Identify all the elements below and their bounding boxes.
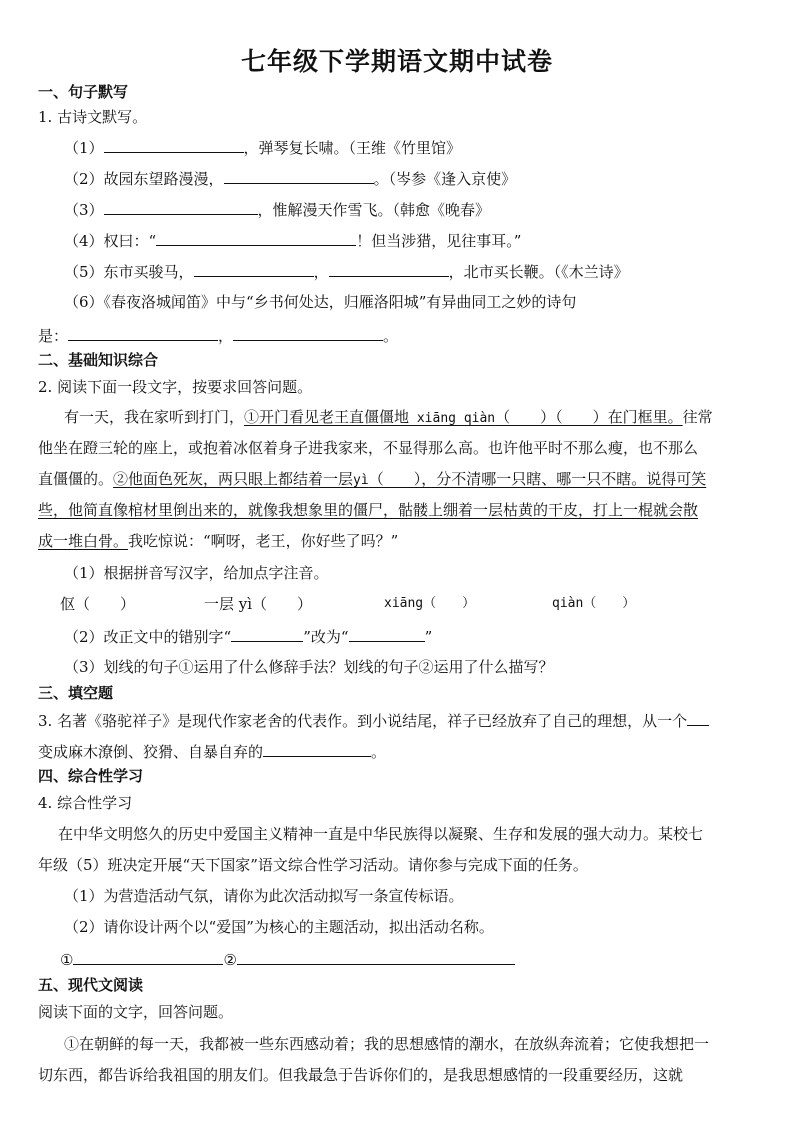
q1-item-1: （1） ，弹琴复长啸。（王维《竹里馆》	[64, 139, 462, 157]
section-heading-5: 五、现代文阅读	[38, 976, 144, 994]
fill-item-2[interactable]: 一层 yì（ ）	[204, 595, 313, 613]
answer-blank[interactable]	[104, 137, 244, 153]
answer-blank[interactable]	[68, 325, 218, 341]
question-1-stem: 1. 古诗文默写。	[38, 108, 148, 126]
question-3-line-2: 变成麻木潦倒、狡猾、自暴自弃的 。	[38, 743, 387, 761]
section-heading-4: 四、综合性学习	[38, 767, 144, 785]
answer-blank[interactable]	[237, 949, 515, 965]
q4-passage-line-2: 年级（5）班决定开展“天下国家”语文综合性学习活动。请你参与完成下面的任务。	[38, 856, 588, 874]
q2-sub-1: （1）根据拼音写汉字，给加点字注音。	[64, 564, 329, 582]
q4-answer-line: ① ②	[60, 949, 515, 970]
q1-item-4: （4）权曰：“ ！但当涉猎，见往事耳。”	[64, 232, 522, 250]
q1-item-2: （2）故园东望路漫漫， 。（岑参《逢入京使》	[64, 170, 517, 188]
question-3-line-1: 3. 名著《骆驼祥子》是现代作家老舍的代表作。到小说结尾，祥子已经放弃了自己的理想，从一个	[38, 710, 709, 731]
fill-item-1[interactable]: 伛（ ）	[60, 595, 136, 613]
page-title: 七年级下学期语文期中试卷	[240, 47, 553, 76]
answer-blank[interactable]	[263, 741, 371, 757]
q1-item-6-line1: （6）《春夜洛城闻笛》中与“乡书何处达，归雁洛阳城”有异曲同工之妙的诗句	[64, 293, 577, 311]
answer-blank[interactable]	[349, 626, 425, 642]
answer-blank[interactable]	[73, 949, 223, 965]
q2-sub-2: （2）改正文中的错别字“ ”改为“ ”	[64, 628, 433, 646]
q1-item-3: （3） ，惟解漫天作雪飞。（韩愈《晚春》	[64, 201, 491, 219]
section-heading-2: 二、基础知识综合	[38, 351, 159, 369]
section-heading-1: 一、句子默写	[38, 83, 129, 101]
fill-item-3[interactable]: xiāng（ ）	[384, 596, 476, 611]
passage-line-4: 些，他简直像棺材里倒出来的，就像我想象里的僵尸，骷髅上绷着一层枯黄的干皮，打上一棍就会散	[38, 501, 699, 519]
answer-blank[interactable]	[104, 199, 258, 215]
answer-blank[interactable]	[194, 261, 314, 277]
fill-item-4[interactable]: qiàn（ ）	[552, 596, 636, 611]
question-4-stem: 4. 综合性学习	[38, 794, 133, 812]
question-5-stem: 阅读下面的文字，回答问题。	[38, 1003, 234, 1021]
answer-blank[interactable]	[233, 325, 383, 341]
question-2-stem: 2. 阅读下面一段文字，按要求回答问题。	[38, 378, 313, 396]
q2-sub-3: （3）划线的句子①运用了什么修辞手法？划线的句子②运用了什么描写？	[64, 658, 554, 676]
q5-passage-line-2: 切东西，都告诉给我祖国的朋友们。但我最急于告诉你们的，是我思想感情的一段重要经历，这就	[38, 1066, 684, 1084]
answer-blank[interactable]	[156, 230, 356, 246]
passage-line-1: 有一天，我在家听到打门，①开门看见老王直僵僵地 xiāng qiàn（ ）（ ）在门框里。往常	[64, 408, 713, 426]
q5-passage-line-1: ①在朝鲜的每一天，我都被一些东西感动着；我的思想感情的潮水，在放纵奔流着；它使我想把一	[64, 1035, 710, 1053]
answer-blank[interactable]	[687, 710, 709, 726]
q4-passage-line-1: 在中华文明悠久的历史中爱国主义精神一直是中华民族得以凝聚、生存和发展的强大动力。某校七	[58, 825, 704, 843]
passage-line-2: 他坐在蹬三轮的座上，或抱着冰伛着身子进我家来，不显得那么高。也许他平时不那么瘦，也不那么	[38, 439, 699, 457]
answer-blank[interactable]	[231, 626, 303, 642]
passage-line-5: 成一堆白骨。我吃惊说：“啊呀，老王，你好些了吗？”	[38, 532, 399, 550]
answer-blank[interactable]	[224, 168, 374, 184]
q1-item-5: （5）东市买骏马， ， ，北市买长鞭。（《木兰诗》	[64, 263, 629, 281]
q1-item-6-line2: 是： ， 。	[38, 327, 399, 345]
answer-blank[interactable]	[329, 261, 449, 277]
q4-sub-2: （2）请你设计两个以“爱国”为核心的主题活动，拟出活动名称。	[64, 918, 494, 936]
passage-line-3: 直僵僵的。②他面色死灰，两只眼上都结着一层yì（ ），分不清哪一只瞎、哪一只不瞎。说得可笑	[38, 470, 707, 488]
q4-sub-1: （1）为营造活动气氛，请你为此次活动拟写一条宣传标语。	[64, 887, 464, 905]
section-heading-3: 三、填空题	[38, 684, 114, 702]
